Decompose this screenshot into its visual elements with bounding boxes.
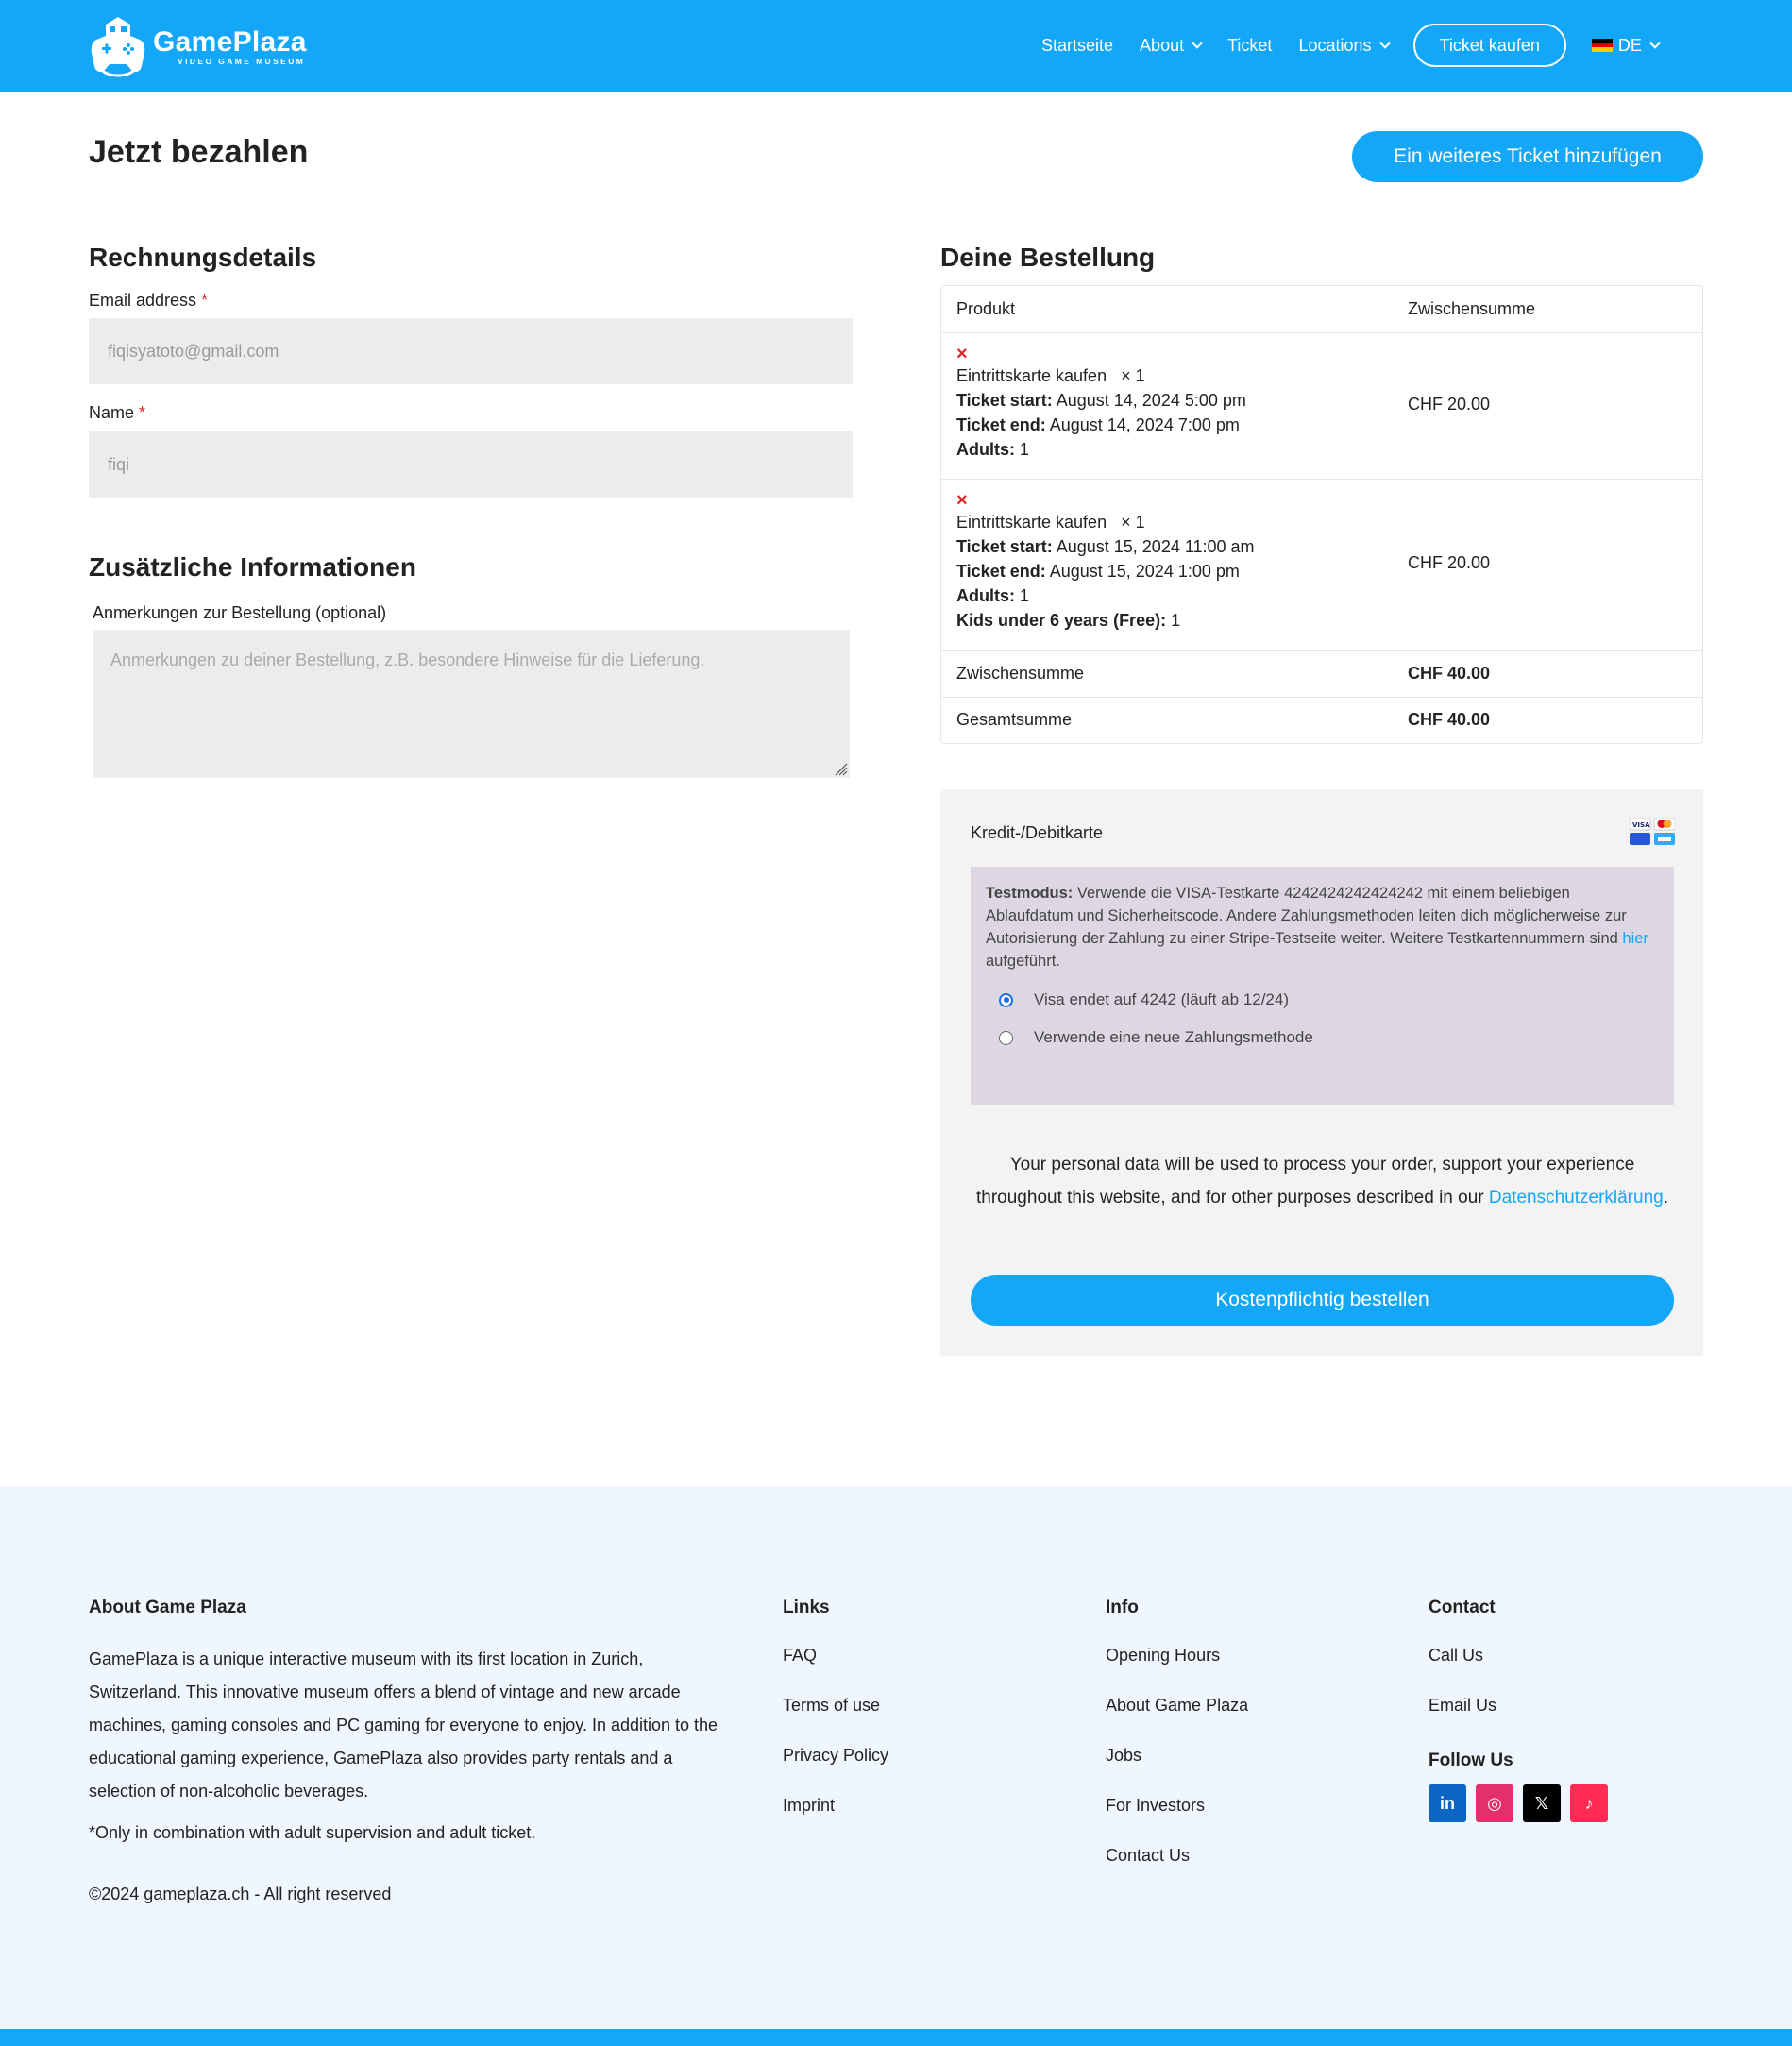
nav-ticket[interactable]: Ticket [1227,35,1273,55]
remove-item-icon[interactable]: × [956,490,968,511]
item-price: CHF 20.00 [1408,553,1491,572]
footer-info [1106,1598,1248,1893]
privacy-policy-link[interactable]: Datenschutzerklärung [1488,1188,1664,1208]
ticket-start-value: August 15, 2024 11:00 am [1056,537,1255,556]
tiktok-icon[interactable]: ♪ [1570,1784,1608,1822]
subtotal-label: Zwischensumme [956,664,1085,683]
test-cards-link[interactable]: hier [1622,930,1648,947]
footer-links-title: Links [783,1598,830,1617]
footer-contact [1429,1598,1617,1822]
footer-link-contact[interactable]: Contact Us [1106,1846,1191,1865]
nav-about[interactable] [1140,36,1201,56]
additional-info-title: Zusätzliche Informationen [89,552,416,582]
footer-info-title: Info [1106,1598,1139,1617]
x-icon[interactable]: 𝕏 [1523,1784,1561,1822]
ticket-end [956,413,1246,437]
footer-link-faq[interactable]: FAQ [783,1646,818,1665]
footer-link-opening-hours[interactable]: Opening Hours [1106,1646,1221,1665]
footer-link-imprint[interactable]: Imprint [783,1796,836,1815]
credit-card-icons [1630,818,1675,846]
site-header [0,0,1792,92]
place-order-button[interactable]: Kostenpflichtig bestellen [971,1275,1674,1326]
col-subtotal-header: Zwischensumme [1408,299,1536,318]
item-qty: × 1 [1121,366,1145,385]
name-label-text: Name [89,403,135,422]
follow-us-title: Follow Us [1429,1750,1513,1770]
item-qty: × 1 [1121,513,1145,532]
buy-ticket-button[interactable]: Ticket kaufen [1413,24,1566,67]
adults-value: 1 [1020,440,1030,459]
ticket-end-label: Ticket end: [956,415,1046,434]
site-logo[interactable] [89,15,307,77]
footer-link-about[interactable]: About Game Plaza [1106,1696,1249,1715]
linkedin-icon[interactable]: in [1429,1784,1466,1822]
adults-label: Adults: [956,440,1015,459]
nav-locations[interactable] [1298,36,1388,56]
item-name: Eintrittskarte kaufen [956,513,1107,532]
footer-link-call[interactable]: Call Us [1429,1646,1484,1665]
saved-card-label: Visa endet auf 4242 (läuft ab 12/24) [1034,990,1289,1008]
footer-about-text: GamePlaza is a unique interactive museum with its first location in Zurich, Switzerland. This innovative museum offers a blend of vintage and new arcade machines, gaming consoles and PC gaming for everyone to enjoy. In addition to the educational gaming experience, GamePlaza also provides party rentals and a selection of non-alcoholic beverages. [89,1649,718,1801]
billing-title: Rechnungsdetails [89,243,317,272]
language-label: DE [1617,35,1642,55]
ticket-start [956,534,1255,559]
total-row [941,698,1702,743]
item-name-line [956,364,1246,388]
order-table-header [941,286,1702,333]
logo-subtitle: VIDEO GAME MUSEUM [178,57,306,66]
resize-handle-icon[interactable] [833,761,848,776]
kids-value: 1 [1171,611,1181,630]
site-footer [0,1486,1792,2029]
kids [956,608,1255,633]
ticket-end-value: August 15, 2024 1:00 pm [1049,562,1240,581]
total-label: Gesamtsumme [956,710,1073,729]
adults-label: Adults: [956,586,1015,605]
subtotal-row [941,651,1702,698]
footer-about [89,1598,731,1904]
privacy-end: . [1663,1188,1668,1208]
instagram-icon[interactable]: ◎ [1476,1784,1513,1822]
nav-locations-label: Locations [1298,35,1372,55]
order-notes-placeholder: Anmerkungen zu deiner Bestellung, z.B. besondere Hinweise für die Lieferung. [110,651,705,669]
logo-name: GamePlaza [153,26,307,58]
test-mode-after: aufgeführt. [986,953,1060,970]
required-mark: * [139,403,146,422]
chevron-down-icon [1379,38,1390,48]
add-ticket-button[interactable]: Ein weiteres Ticket hinzufügen [1352,131,1703,182]
footer-about-note: *Only in combination with adult supervision and adult ticket. [89,1823,536,1842]
email-label [89,291,208,311]
radio-unselected[interactable] [999,1031,1013,1045]
footer-link-email[interactable]: Email Us [1429,1696,1497,1715]
order-notes-textarea[interactable] [93,630,850,778]
table-row [941,480,1702,651]
german-flag-icon [1592,39,1613,52]
test-mode-body: Verwende die VISA-Testkarte 4242424242424242 mit einem beliebigen Ablaufdatum und Sicherheitscode. Andere Zahlungsmethoden leiten dich möglicherweise zur Autorisierung der Zahlung zu einer Stripe-Testseite weiter. Weitere Testkartennummern sind [986,885,1627,947]
subtotal-value: CHF 40.00 [1408,664,1491,683]
col-product-header: Produkt [956,299,1016,318]
ticket-start-label: Ticket start: [956,391,1053,410]
new-method-option[interactable] [999,1028,1313,1047]
adults [956,583,1255,608]
radio-selected[interactable] [999,993,1013,1007]
social-links [1429,1784,1617,1822]
test-mode-text [986,882,1659,972]
adults [956,437,1246,462]
footer-bottom-bar [0,2029,1792,2046]
payment-method-label: Kredit-/Debitkarte [971,823,1104,842]
ticket-end-value: August 14, 2024 7:00 pm [1049,415,1240,434]
footer-about-title: About Game Plaza [89,1598,246,1617]
ticket-start-value: August 14, 2024 5:00 pm [1056,391,1246,410]
language-switcher[interactable] [1592,36,1659,56]
page-title: Jetzt bezahlen [89,134,309,170]
test-mode-bold: Testmodus: [986,885,1074,902]
total-value: CHF 40.00 [1408,710,1491,729]
name-value: fiqi [108,454,130,474]
order-title: Deine Bestellung [940,243,1156,272]
name-field[interactable] [89,431,853,498]
ticket-end-label: Ticket end: [956,562,1046,581]
chevron-down-icon [1649,38,1660,48]
footer-contact-title: Contact [1429,1598,1496,1617]
svg-text:VISA: VISA [1632,821,1650,829]
item-name-line [956,510,1255,534]
table-row [941,333,1702,480]
item-name: Eintrittskarte kaufen [956,366,1107,385]
kids-label: Kids under 6 years (Free): [956,611,1167,630]
footer-link-jobs[interactable]: Jobs [1106,1746,1142,1765]
remove-item-icon[interactable]: × [956,344,968,364]
nav-about-label: About [1140,35,1185,55]
footer-link-privacy[interactable]: Privacy Policy [783,1746,889,1765]
nav-home[interactable]: Startseite [1041,35,1114,55]
ticket-end [956,559,1255,583]
required-mark: * [201,291,209,310]
email-field[interactable] [89,318,853,384]
footer-link-investors[interactable]: For Investors [1106,1796,1206,1815]
payment-box [940,789,1703,1356]
new-method-label: Verwende eine neue Zahlungsmethode [1034,1028,1313,1046]
chevron-down-icon [1192,38,1202,48]
order-table [940,285,1703,744]
test-mode-notice [971,867,1674,1105]
footer-links [783,1598,888,1843]
item-price: CHF 20.00 [1408,395,1491,414]
footer-link-terms[interactable]: Terms of use [783,1696,881,1715]
saved-card-option[interactable] [999,990,1289,1009]
order-notes-label: Anmerkungen zur Bestellung (optional) [93,603,387,622]
ticket-start-label: Ticket start: [956,537,1053,556]
email-value: fiqisyatoto@gmail.com [108,341,279,361]
gameplaza-logo-icon [89,15,147,77]
email-label-text: Email address [89,291,197,310]
adults-value: 1 [1020,586,1030,605]
privacy-notice [971,1148,1674,1214]
privacy-text: Your personal data will be used to process your order, support your experience throughout this website, and for other purposes described in our [976,1155,1635,1208]
main-nav [1041,25,1685,66]
name-label [89,403,145,423]
copyright: ©2024 gameplaza.ch - All right reserved [89,1885,392,1903]
ticket-start [956,388,1246,413]
